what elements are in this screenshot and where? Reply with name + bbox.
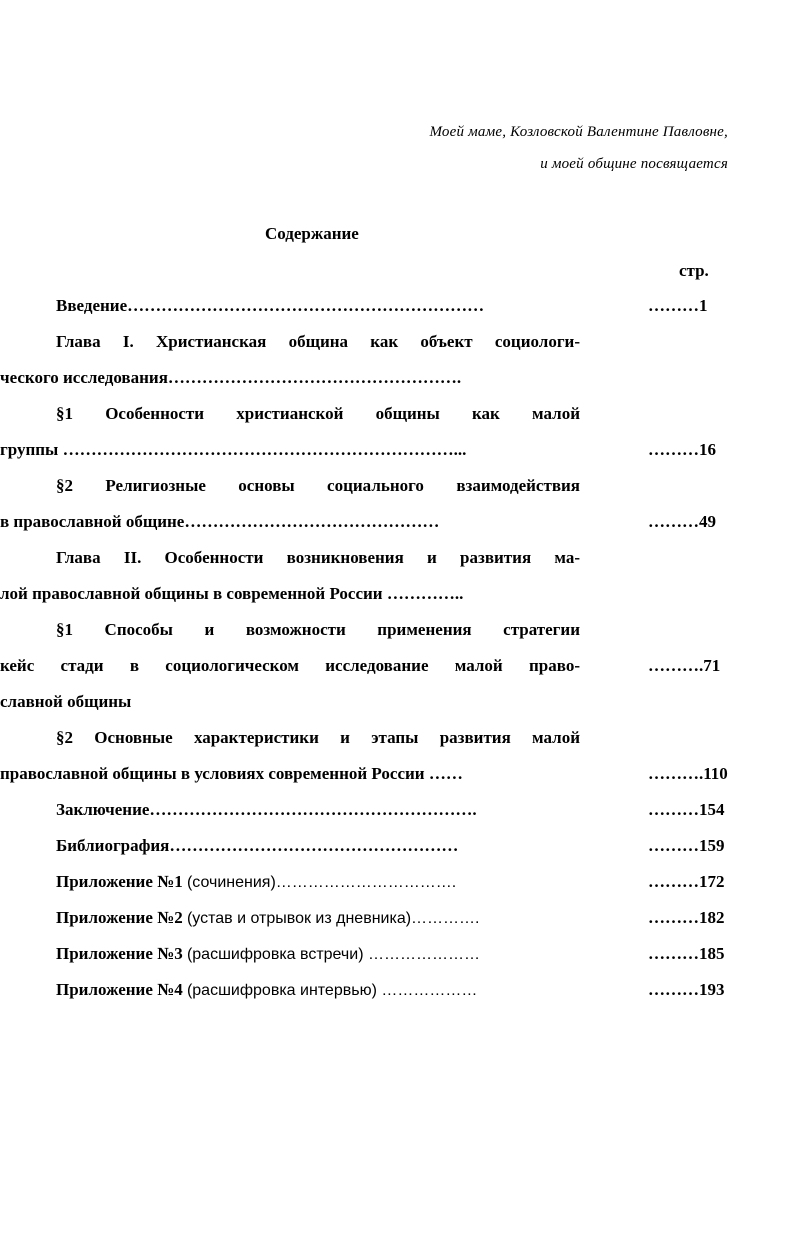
page-number-ch2-sec2: ……….110 bbox=[648, 764, 728, 783]
page-number-ch1-sec1: ………16 bbox=[648, 440, 716, 459]
toc-entry-appendix-4 bbox=[0, 980, 580, 1000]
toc-entry-ch1-sec1-cont: группы ……………………………………………………………... bbox=[0, 440, 467, 459]
toc-entry-ch1-sec1: §1 Особенности христианской общины как малой bbox=[56, 404, 580, 423]
page-number-introduction: ………1 bbox=[648, 296, 708, 315]
toc-entry-ch2-sec1-cont: кейс стади в социологическом исследование малой право- bbox=[0, 656, 580, 675]
appendix-3-title: Приложение №3 bbox=[56, 944, 183, 963]
page-number-appendix-3: ………185 bbox=[648, 944, 725, 963]
toc-entry-chapter-2-cont: лой православной общины в современной России ………….. bbox=[0, 584, 464, 603]
toc-entry-ch2-sec1: §1 Способы и возможности применения стратегии bbox=[56, 620, 580, 639]
toc-entry-ch2-sec1-cont2: славной общины bbox=[0, 692, 132, 711]
appendix-2-desc: (устав и отрывок из дневника)…………. bbox=[186, 910, 480, 927]
page-number-appendix-2: ………182 bbox=[648, 908, 725, 927]
toc-entry-ch1-sec2-cont: в православной общине……………………………………… bbox=[0, 512, 440, 531]
toc-entry-chapter-1-cont: ческого исследования……………………………………………. bbox=[0, 368, 462, 387]
toc-entry-ch2-sec2-cont: православной общины в условиях современной России …… bbox=[0, 764, 463, 783]
toc-entry-bibliography: Библиография…………………………………………… bbox=[56, 836, 459, 855]
page-column-label: стр. bbox=[679, 261, 709, 280]
toc-entry-conclusion: Заключение…………………………………………………. bbox=[56, 800, 477, 819]
toc-title: Содержание bbox=[265, 224, 359, 243]
toc-entry-appendix-2 bbox=[0, 908, 580, 928]
dedication-line-1: Моей маме, Козловской Валентине Павловне, bbox=[429, 124, 728, 140]
appendix-2-title: Приложение №2 bbox=[56, 908, 183, 927]
appendix-4-title: Приложение №4 bbox=[56, 980, 183, 999]
page-number-appendix-1: ………172 bbox=[648, 872, 725, 891]
appendix-1-title: Приложение №1 bbox=[56, 872, 183, 891]
page-number-appendix-4: ………193 bbox=[648, 980, 725, 999]
page-number-ch2-sec1: ……….71 bbox=[648, 656, 721, 675]
appendix-3-desc: (расшифровка встречи) ………………… bbox=[186, 946, 480, 963]
toc-entry-chapter-1: Глава I. Христианская община как объект социологи- bbox=[56, 332, 580, 351]
toc-entry-appendix-1 bbox=[0, 872, 580, 892]
toc-entry-appendix-3 bbox=[0, 944, 580, 964]
appendix-4-desc: (расшифровка интервью) ……………… bbox=[186, 982, 478, 999]
toc-entry-ch2-sec2: §2 Основные характеристики и этапы развития малой bbox=[56, 728, 580, 747]
appendix-1-desc: (сочинения)……………………………. bbox=[186, 874, 457, 891]
dedication-line-2: и моей общине посвящается bbox=[540, 156, 728, 172]
toc-entry-chapter-2: Глава II. Особенности возникновения и развития ма- bbox=[56, 548, 580, 567]
page-number-ch1-sec2: ………49 bbox=[648, 512, 716, 531]
page-number-conclusion: ………154 bbox=[648, 800, 725, 819]
page-number-bibliography: ………159 bbox=[648, 836, 725, 855]
toc-entry-ch1-sec2: §2 Религиозные основы социального взаимодействия bbox=[56, 476, 580, 495]
toc-entry-introduction: Введение……………………………………………………… bbox=[56, 296, 485, 315]
